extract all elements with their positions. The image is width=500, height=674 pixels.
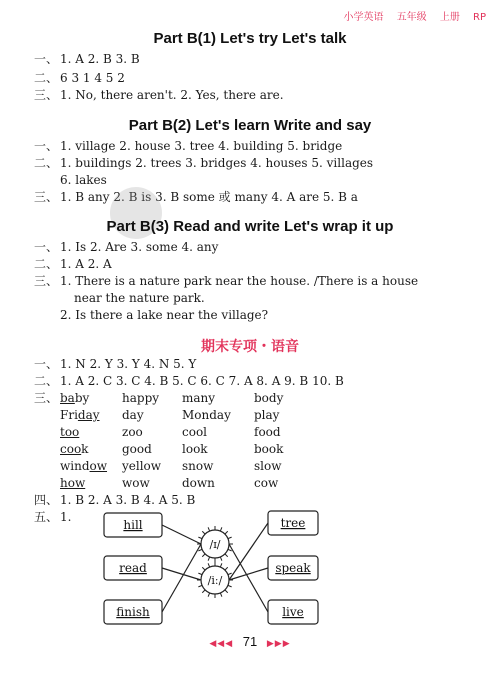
sun-ray xyxy=(208,527,210,531)
sun-ray xyxy=(198,585,202,587)
sun-ray xyxy=(220,593,222,597)
q-num: 三、 xyxy=(34,190,59,204)
sun-ray xyxy=(220,563,222,567)
sun-ray xyxy=(202,554,205,557)
word: body xyxy=(254,391,284,405)
sun-ray xyxy=(202,590,205,593)
header-edition: RP xyxy=(473,12,486,23)
right-arrows-icon: ▶▶▶ xyxy=(266,638,291,648)
left-arrows-icon: ◀◀◀ xyxy=(209,638,234,648)
word: book xyxy=(254,442,284,456)
word: zoo xyxy=(122,425,143,439)
word: window xyxy=(60,459,108,473)
q-item: 1. xyxy=(60,510,72,524)
section2-title: Part B(2) Let's learn Write and say xyxy=(128,117,372,134)
right-word: speak xyxy=(275,561,311,575)
q-num: 一、 xyxy=(34,357,59,371)
word-row xyxy=(60,442,304,456)
sun-ray xyxy=(202,531,205,534)
sun-ray xyxy=(198,537,202,539)
sun-ray xyxy=(225,554,228,557)
word: how xyxy=(60,476,86,490)
q-text: 1. No, there aren't. 2. Yes, there are. xyxy=(60,88,284,102)
sun-ray xyxy=(208,593,210,597)
word: play xyxy=(254,408,280,422)
section4-title: 期末专项・语音 xyxy=(201,339,299,355)
sun-ray xyxy=(198,549,202,551)
section3-q3-item2: 2. Is there a lake near the village? xyxy=(60,308,269,322)
q-num: 四、 xyxy=(34,493,59,507)
left-word: read xyxy=(119,561,147,575)
word: Monday xyxy=(182,408,231,422)
q-num: 五、 xyxy=(34,510,59,524)
q-num: 一、 xyxy=(34,139,59,153)
word: look xyxy=(182,442,208,456)
word: cow xyxy=(254,476,279,490)
header-grade: 五年级 xyxy=(396,12,427,23)
header-subject: 小学英语 xyxy=(343,12,384,23)
right-word: tree xyxy=(280,516,306,530)
q-text: 6 3 1 4 5 2 xyxy=(60,71,125,85)
q-num: 二、 xyxy=(34,156,59,170)
sun-ray xyxy=(228,537,232,539)
sun-ray xyxy=(228,549,232,551)
q-text: 1. B any 2. B is 3. B some 或 many 4. A are 5. B a xyxy=(60,190,358,204)
word: Friday xyxy=(60,408,100,422)
page-number: 71 xyxy=(242,634,258,649)
q-num: 三、 xyxy=(34,88,59,102)
word: snow xyxy=(182,459,214,473)
sound-label: /iː/ xyxy=(207,574,223,587)
q-text: 1. A 2. A xyxy=(60,257,112,271)
q-num: 一、 xyxy=(34,240,59,254)
word-row xyxy=(60,425,304,439)
left-word: hill xyxy=(123,518,143,532)
left-word: finish xyxy=(116,605,150,619)
word-row xyxy=(60,391,304,405)
sun-ray xyxy=(225,531,228,534)
q-num: 一、 xyxy=(34,52,59,66)
q-num: 三、 xyxy=(34,391,59,405)
word: wow xyxy=(122,476,150,490)
section1-title: Part B(1) Let's try Let's talk xyxy=(153,30,347,47)
sun-ray xyxy=(202,567,205,570)
match-line xyxy=(229,523,268,580)
word: good xyxy=(122,442,152,456)
q-text: 1. There is a nature park near the house. /There is a house xyxy=(60,274,419,288)
q-num: 二、 xyxy=(34,71,59,85)
sun-ray xyxy=(208,557,210,561)
q-text: 1. A 2. C 3. C 4. B 5. C 6. C 7. A 8. A 9. B 10. B xyxy=(60,374,344,388)
q-text: 1. B 2. A 3. B 4. A 5. B xyxy=(60,493,196,507)
q-text: 1. A 2. B 3. B xyxy=(60,52,140,66)
q-num: 二、 xyxy=(34,257,59,271)
sun-ray xyxy=(228,585,232,587)
q-text: 1. buildings 2. trees 3. bridges 4. houses 5. villages xyxy=(60,156,374,170)
q-text: 1. village 2. house 3. tree 4. building 5. bridge xyxy=(60,139,343,153)
word: food xyxy=(254,425,281,439)
q-num: 三、 xyxy=(34,274,59,288)
word: down xyxy=(182,476,215,490)
sun-ray xyxy=(220,557,222,561)
word-row xyxy=(60,459,304,473)
section3-q3-cont: near the nature park. xyxy=(74,291,205,305)
word: day xyxy=(122,408,144,422)
word-row xyxy=(60,408,304,422)
page-footer xyxy=(0,634,500,649)
sun-ray xyxy=(225,567,228,570)
word: too xyxy=(60,425,80,439)
word: baby xyxy=(60,391,90,405)
word-row xyxy=(60,476,304,490)
match-line xyxy=(162,525,201,544)
q-text: 1. Is 2. Are 3. some 4. any xyxy=(60,240,219,254)
sun-ray xyxy=(228,573,232,575)
header-term: 上册 xyxy=(439,12,460,23)
right-word: live xyxy=(282,605,304,619)
sun-ray xyxy=(225,590,228,593)
word: cook xyxy=(60,442,89,456)
sun-ray xyxy=(220,527,222,531)
word: slow xyxy=(254,459,282,473)
sound-label: /ɪ/ xyxy=(209,538,221,551)
word: cool xyxy=(182,425,208,439)
word: happy xyxy=(122,391,160,405)
word: yellow xyxy=(122,459,162,473)
q-num: 二、 xyxy=(34,374,59,388)
section3-title: Part B(3) Read and write Let's wrap it up xyxy=(106,218,394,235)
word: many xyxy=(182,391,216,405)
q-text: 1. N 2. Y 3. Y 4. N 5. Y xyxy=(60,357,197,371)
sun-ray xyxy=(208,563,210,567)
sun-ray xyxy=(198,573,202,575)
section2-q2-cont: 6. lakes xyxy=(60,173,107,187)
